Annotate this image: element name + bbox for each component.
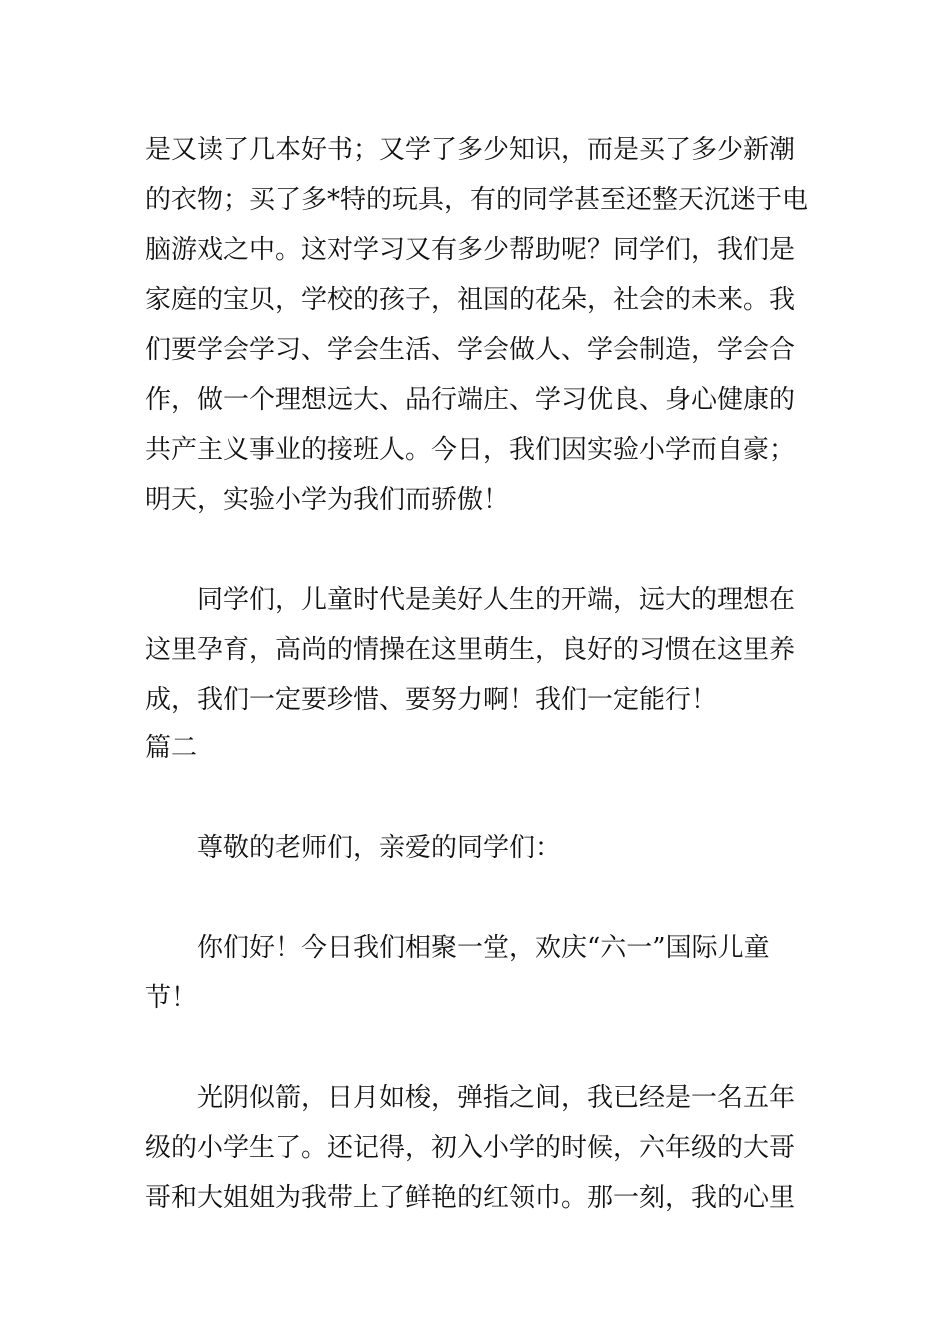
text-line-17: 级的小学生了。还记得，初入小学的时候，六年级的大哥	[145, 1133, 796, 1163]
text-line-9: 同学们，儿童时代是美好人生的开端，远大的理想在	[197, 585, 796, 615]
text-line-15: 节！	[145, 983, 198, 1013]
text-line-16: 光阴似箭，日月如梭，弹指之间，我已经是一名五年	[197, 1083, 796, 1113]
text-line-11: 成，我们一定要珍惜、要努力啊！我们一定能行！	[145, 685, 718, 715]
text-line-6: 作，做一个理想远大、品行端庄、学习优良、身心健康的	[145, 385, 796, 415]
text-line-8: 明天，实验小学为我们而骄傲！	[145, 485, 510, 515]
text-line-3: 脑游戏之中。这对学习又有多少帮助呢？同学们，我们是	[145, 235, 796, 265]
text-line-7: 共产主义事业的接班人。今日，我们因实验小学而自豪；	[145, 435, 796, 465]
text-line-18: 哥和大姐姐为我带上了鲜艳的红领巾。那一刻，我的心里	[145, 1183, 796, 1213]
text-line-14: 你们好！今日我们相聚一堂，欢庆“六一”国际儿童	[197, 933, 770, 963]
text-line-2: 的衣物；买了多*特的玩具，有的同学甚至还整天沉迷于电	[145, 185, 809, 215]
text-line-10: 这里孕育，高尚的情操在这里萌生，良好的习惯在这里养	[145, 635, 796, 665]
text-line-5: 们要学会学习、学会生活、学会做人、学会制造，学会合	[145, 335, 796, 365]
text-line-1: 是又读了几本好书；又学了多少知识，而是买了多少新潮	[145, 135, 796, 165]
salutation: 尊敬的老师们，亲爱的同学们：	[197, 833, 562, 863]
section-heading: 篇二	[145, 733, 198, 763]
text-line-4: 家庭的宝贝，学校的孩子，祖国的花朵，社会的未来。我	[145, 285, 796, 315]
